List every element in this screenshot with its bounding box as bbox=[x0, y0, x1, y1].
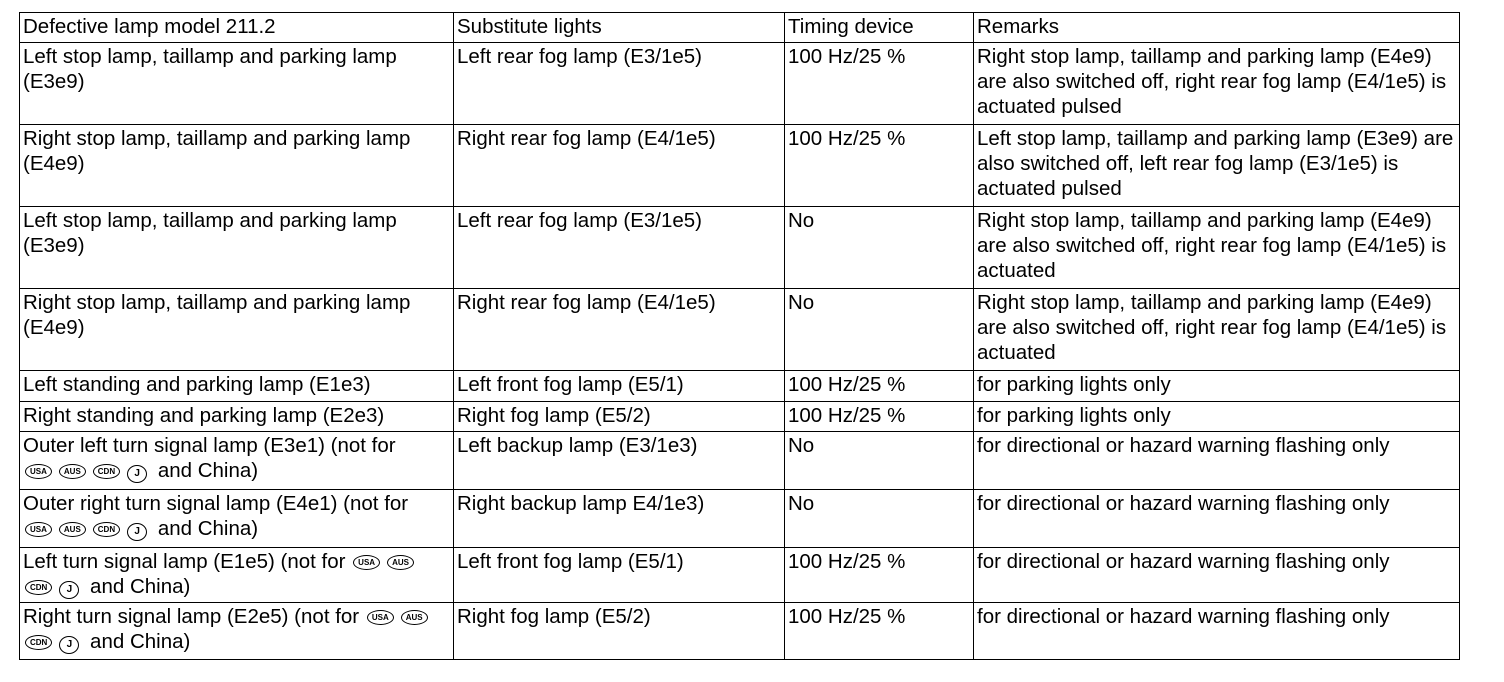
usa-icon: USA bbox=[25, 464, 52, 479]
cell-remarks: for parking lights only bbox=[974, 402, 1460, 432]
cell-substitute: Right fog lamp (E5/2) bbox=[454, 603, 785, 660]
cell-remarks: Right stop lamp, taillamp and parking lamp (E4e9) are also switched off, right rear fog lamp (E4/1e5) is actuated bbox=[974, 289, 1460, 371]
cell-remarks: Right stop lamp, taillamp and parking lamp (E4e9) are also switched off, right rear fog lamp (E4/1e5) is actuated pulsed bbox=[974, 43, 1460, 125]
table-row bbox=[20, 43, 1460, 125]
cdn-icon: CDN bbox=[93, 464, 120, 479]
cell-defective bbox=[20, 548, 454, 603]
header-row bbox=[20, 13, 1460, 43]
cell-defective bbox=[20, 603, 454, 660]
aus-icon: AUS bbox=[387, 555, 414, 570]
japan-icon: J bbox=[59, 581, 79, 599]
cell-remarks: for directional or hazard warning flashing only bbox=[974, 603, 1460, 660]
header-timing-device: Timing device bbox=[785, 13, 974, 43]
defective-text-pre: Right turn signal lamp (E2e5) (not for bbox=[23, 605, 360, 628]
cell-remarks: Left stop lamp, taillamp and parking lamp (E3e9) are also switched off, left rear fog lamp (E3/1e5) is actuated pulsed bbox=[974, 125, 1460, 207]
aus-icon: AUS bbox=[59, 522, 86, 537]
header-defective-lamp: Defective lamp model 211.2 bbox=[20, 13, 454, 43]
table-row bbox=[20, 490, 1460, 548]
cdn-icon: CDN bbox=[93, 522, 120, 537]
cell-timing: No bbox=[785, 289, 974, 371]
cell-substitute: Right rear fog lamp (E4/1e5) bbox=[454, 125, 785, 207]
table-row bbox=[20, 402, 1460, 432]
cell-substitute: Left rear fog lamp (E3/1e5) bbox=[454, 207, 785, 289]
cell-defective bbox=[20, 432, 454, 490]
cell-timing: 100 Hz/25 % bbox=[785, 43, 974, 125]
cell-defective: Right standing and parking lamp (E2e3) bbox=[20, 402, 454, 432]
cell-timing: No bbox=[785, 207, 974, 289]
table-row bbox=[20, 207, 1460, 289]
cell-timing: No bbox=[785, 490, 974, 548]
defective-text-post: and China) bbox=[157, 459, 259, 482]
cell-substitute: Left front fog lamp (E5/1) bbox=[454, 548, 785, 603]
defective-text-post: and China) bbox=[157, 517, 259, 540]
header-substitute-lights: Substitute lights bbox=[454, 13, 785, 43]
japan-icon: J bbox=[127, 465, 147, 483]
defective-text-post: and China) bbox=[90, 575, 191, 598]
cell-defective bbox=[20, 490, 454, 548]
table-row bbox=[20, 289, 1460, 371]
table-row bbox=[20, 432, 1460, 490]
japan-icon: J bbox=[127, 523, 147, 541]
cell-remarks: for directional or hazard warning flashing only bbox=[974, 490, 1460, 548]
aus-icon: AUS bbox=[59, 464, 86, 479]
cell-defective: Right stop lamp, taillamp and parking lamp (E4e9) bbox=[20, 125, 454, 207]
cell-timing: 100 Hz/25 % bbox=[785, 371, 974, 402]
cdn-icon: CDN bbox=[25, 635, 52, 650]
defective-text-post: and China) bbox=[90, 630, 191, 653]
cell-timing: 100 Hz/25 % bbox=[785, 125, 974, 207]
table-row bbox=[20, 603, 1460, 660]
defective-text-pre: Outer right turn signal lamp (E4e1) (not for bbox=[23, 492, 409, 515]
cdn-icon: CDN bbox=[25, 580, 52, 595]
cell-remarks: for directional or hazard warning flashing only bbox=[974, 432, 1460, 490]
cell-substitute: Left front fog lamp (E5/1) bbox=[454, 371, 785, 402]
usa-icon: USA bbox=[367, 610, 394, 625]
cell-substitute: Right rear fog lamp (E4/1e5) bbox=[454, 289, 785, 371]
cell-substitute: Right backup lamp E4/1e3) bbox=[454, 490, 785, 548]
cell-remarks: for parking lights only bbox=[974, 371, 1460, 402]
header-remarks: Remarks bbox=[974, 13, 1460, 43]
cell-substitute: Right fog lamp (E5/2) bbox=[454, 402, 785, 432]
cell-substitute: Left rear fog lamp (E3/1e5) bbox=[454, 43, 785, 125]
cell-timing: 100 Hz/25 % bbox=[785, 402, 974, 432]
cell-timing: 100 Hz/25 % bbox=[785, 603, 974, 660]
cell-remarks: for directional or hazard warning flashing only bbox=[974, 548, 1460, 603]
cell-remarks: Right stop lamp, taillamp and parking lamp (E4e9) are also switched off, right rear fog lamp (E4/1e5) is actuated bbox=[974, 207, 1460, 289]
cell-timing: No bbox=[785, 432, 974, 490]
usa-icon: USA bbox=[353, 555, 380, 570]
defective-text-pre: Outer left turn signal lamp (E3e1) (not for bbox=[23, 434, 396, 457]
defective-text-pre: Left turn signal lamp (E1e5) (not for bbox=[23, 550, 346, 573]
cell-defective: Left stop lamp, taillamp and parking lamp (E3e9) bbox=[20, 43, 454, 125]
cell-defective: Right stop lamp, taillamp and parking lamp (E4e9) bbox=[20, 289, 454, 371]
table-row bbox=[20, 125, 1460, 207]
japan-icon: J bbox=[59, 636, 79, 654]
cell-defective: Left stop lamp, taillamp and parking lamp (E3e9) bbox=[20, 207, 454, 289]
cell-timing: 100 Hz/25 % bbox=[785, 548, 974, 603]
lamp-substitution-table bbox=[19, 12, 1460, 660]
cell-defective: Left standing and parking lamp (E1e3) bbox=[20, 371, 454, 402]
usa-icon: USA bbox=[25, 522, 52, 537]
aus-icon: AUS bbox=[401, 610, 428, 625]
cell-substitute: Left backup lamp (E3/1e3) bbox=[454, 432, 785, 490]
table-row bbox=[20, 548, 1460, 603]
table-row bbox=[20, 371, 1460, 402]
